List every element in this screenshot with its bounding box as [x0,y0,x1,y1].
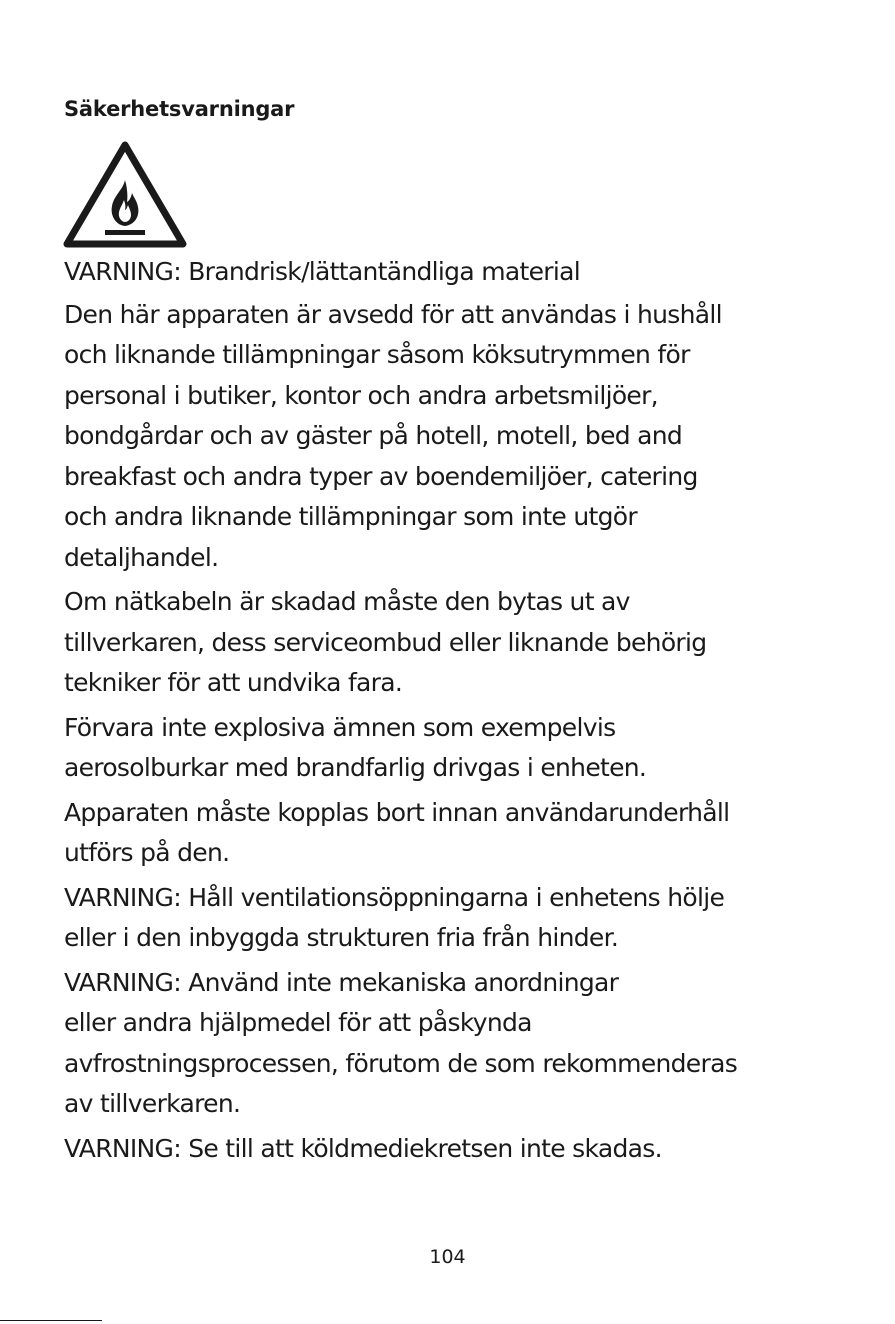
warning-text-block [64,252,854,1173]
text-line: eller andra hjälpmedel för att påskynda [64,1008,532,1037]
text-line: VARNING: Se till att köldmediekretsen inte skadas. [64,1133,662,1163]
warning-paragraph [64,252,854,293]
warning-paragraph [64,963,854,1125]
text-line: detaljhandel. [64,542,219,572]
text-line: Apparaten måste kopplas bort innan användarunderhåll [64,797,730,827]
text-line: Förvara inte explosiva ämnen som exempelvis [64,712,616,742]
text-line: eller i den inbyggda strukturen fria från hinder. [64,923,619,952]
text-line: VARNING: Brandrisk/lättantändliga material [64,257,580,286]
text-line: och andra liknande tillämpningar som inte utgör [64,502,637,531]
warning-paragraph [64,708,854,789]
text-line: tillverkaren, dess serviceombud eller liknande behörig [64,627,707,657]
text-line: avfrostningsprocessen, förutom de som rekommenderas [64,1048,738,1078]
text-line: Den här apparaten är avsedd för att användas i hushåll [64,299,722,329]
warning-paragraph [64,582,854,704]
text-line: av tillverkaren. [64,1089,241,1118]
text-line: bondgårdar och av gäster på hotell, motell, bed and [64,421,683,450]
page-number: 104 [429,1246,466,1268]
text-line: VARNING: Använd inte mekaniska anordningar [64,967,619,997]
warning-paragraph [64,1129,854,1170]
text-line: aerosolburkar med brandfarlig drivgas i enheten. [64,753,647,782]
text-line: personal i butiker, kontor och andra arbetsmiljöer, [64,380,658,410]
text-line: breakfast och andra typer av boendemiljöer, catering [64,461,698,491]
text-line: tekniker för att undvika fara. [64,668,403,697]
warning-paragraph [64,295,854,579]
footer-divider [0,1320,102,1321]
section-heading: Säkerhetsvarningar [64,97,295,121]
text-line: och liknande tillämpningar såsom köksutrymmen för [64,340,690,369]
text-line: VARNING: Håll ventilationsöppningarna i enhetens hölje [64,882,725,912]
warning-paragraph [64,878,854,959]
text-line: Om nätkabeln är skadad måste den bytas ut av [64,587,630,616]
text-line: utförs på den. [64,838,230,867]
warning-paragraph [64,793,854,874]
flammable-warning-icon [62,140,188,250]
